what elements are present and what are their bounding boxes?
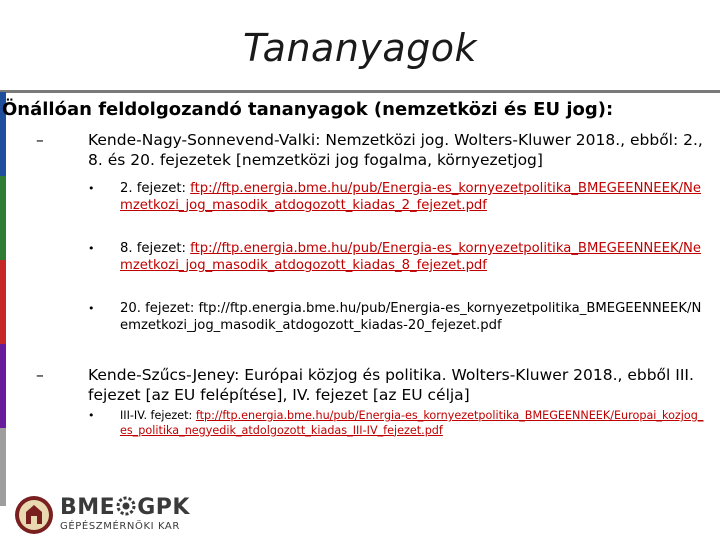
logo-wordmark <box>60 495 190 520</box>
slide-title: Tananyagok <box>242 26 478 70</box>
chapter-label: 8. fejezet: <box>120 241 191 256</box>
chapter-item <box>88 240 708 274</box>
side-bar-segment-green <box>0 176 6 260</box>
section-heading: Önállóan feldolgozandó tananyagok (nemzetközi és EU jog): <box>2 99 614 120</box>
title-divider <box>0 90 720 93</box>
chapter-pdf-link[interactable]: ftp://ftp.energia.bme.hu/pub/Energia-es_kornyezetpolitika_BMEGEENNEEK/Nemzetkozi_jog_masodik_atdogozott_kiadas_2_fejezet.pdf <box>120 181 702 213</box>
chapter-item <box>88 409 708 438</box>
chapter-item-text <box>120 240 708 274</box>
dash-marker: – <box>36 366 44 384</box>
side-bar-segment-purple <box>0 344 6 428</box>
chapter-pdf-link[interactable]: ftp://ftp.energia.bme.hu/pub/Energia-es_kornyezetpolitika_BMEGEENNEEK/Europai_kozjog_es_politika_negyedik_atdolgozott_kiadas_III-IV_fejezet.pdf <box>120 409 704 437</box>
chapter-label: III-IV. fejezet: <box>120 409 196 422</box>
chapter-item <box>88 300 708 334</box>
logo-subtitle: GÉPÉSZMÉRNÖKI KAR <box>60 521 180 532</box>
bullet-marker: • <box>88 242 95 255</box>
book-entry-2 <box>36 365 706 405</box>
chapter-item-text <box>120 180 708 214</box>
chapter-pdf-link[interactable]: ftp://ftp.energia.bme.hu/pub/Energia-es_kornyezetpolitika_BMEGEENNEEK/Nemzetkozi_jog_masodik_atdogozott_kiadas_8_fejezet.pdf <box>120 241 702 273</box>
bullet-marker: • <box>88 302 95 315</box>
book-entry-1 <box>36 130 706 170</box>
chapter-label: 20. fejezet: <box>120 301 199 316</box>
bullet-marker: • <box>88 409 95 422</box>
book-entry-text: Kende-Szűcs-Jeney: Európai közjog és politika. Wolters-Kluwer 2018., ebből III. fejezet [az EU felépítése], IV. fejezet [az EU célja] <box>88 366 694 404</box>
logo-name-bme: BME <box>60 495 116 520</box>
chapter-item-text <box>120 300 708 334</box>
chapter-path-text: ftp://ftp.energia.bme.hu/pub/Energia-es_kornyezetpolitika_BMEGEENNEEK/Nemzetkozi_jog_masodik_atdogozott_kiadas-20_fejezet.pdf <box>120 301 702 333</box>
logo-gear-icon <box>116 496 136 516</box>
bme-gpk-logo <box>4 494 204 536</box>
university-seal-icon <box>12 494 56 536</box>
chapter-item <box>88 180 708 214</box>
dash-marker: – <box>36 131 44 149</box>
chapter-label: 2. fejezet: <box>120 181 191 196</box>
bullet-marker: • <box>88 182 95 195</box>
side-bar-segment-red <box>0 260 6 344</box>
book-entry-text: Kende-Nagy-Sonnevend-Valki: Nemzetközi jog. Wolters-Kluwer 2018., ebből: 2., 8. és 20. fejezetek [nemzetközi jog fogalma, környezetjog] <box>88 131 703 169</box>
chapter-item-text <box>120 409 708 438</box>
side-color-bar <box>0 92 6 506</box>
logo-name-gpk: GPK <box>137 495 190 520</box>
